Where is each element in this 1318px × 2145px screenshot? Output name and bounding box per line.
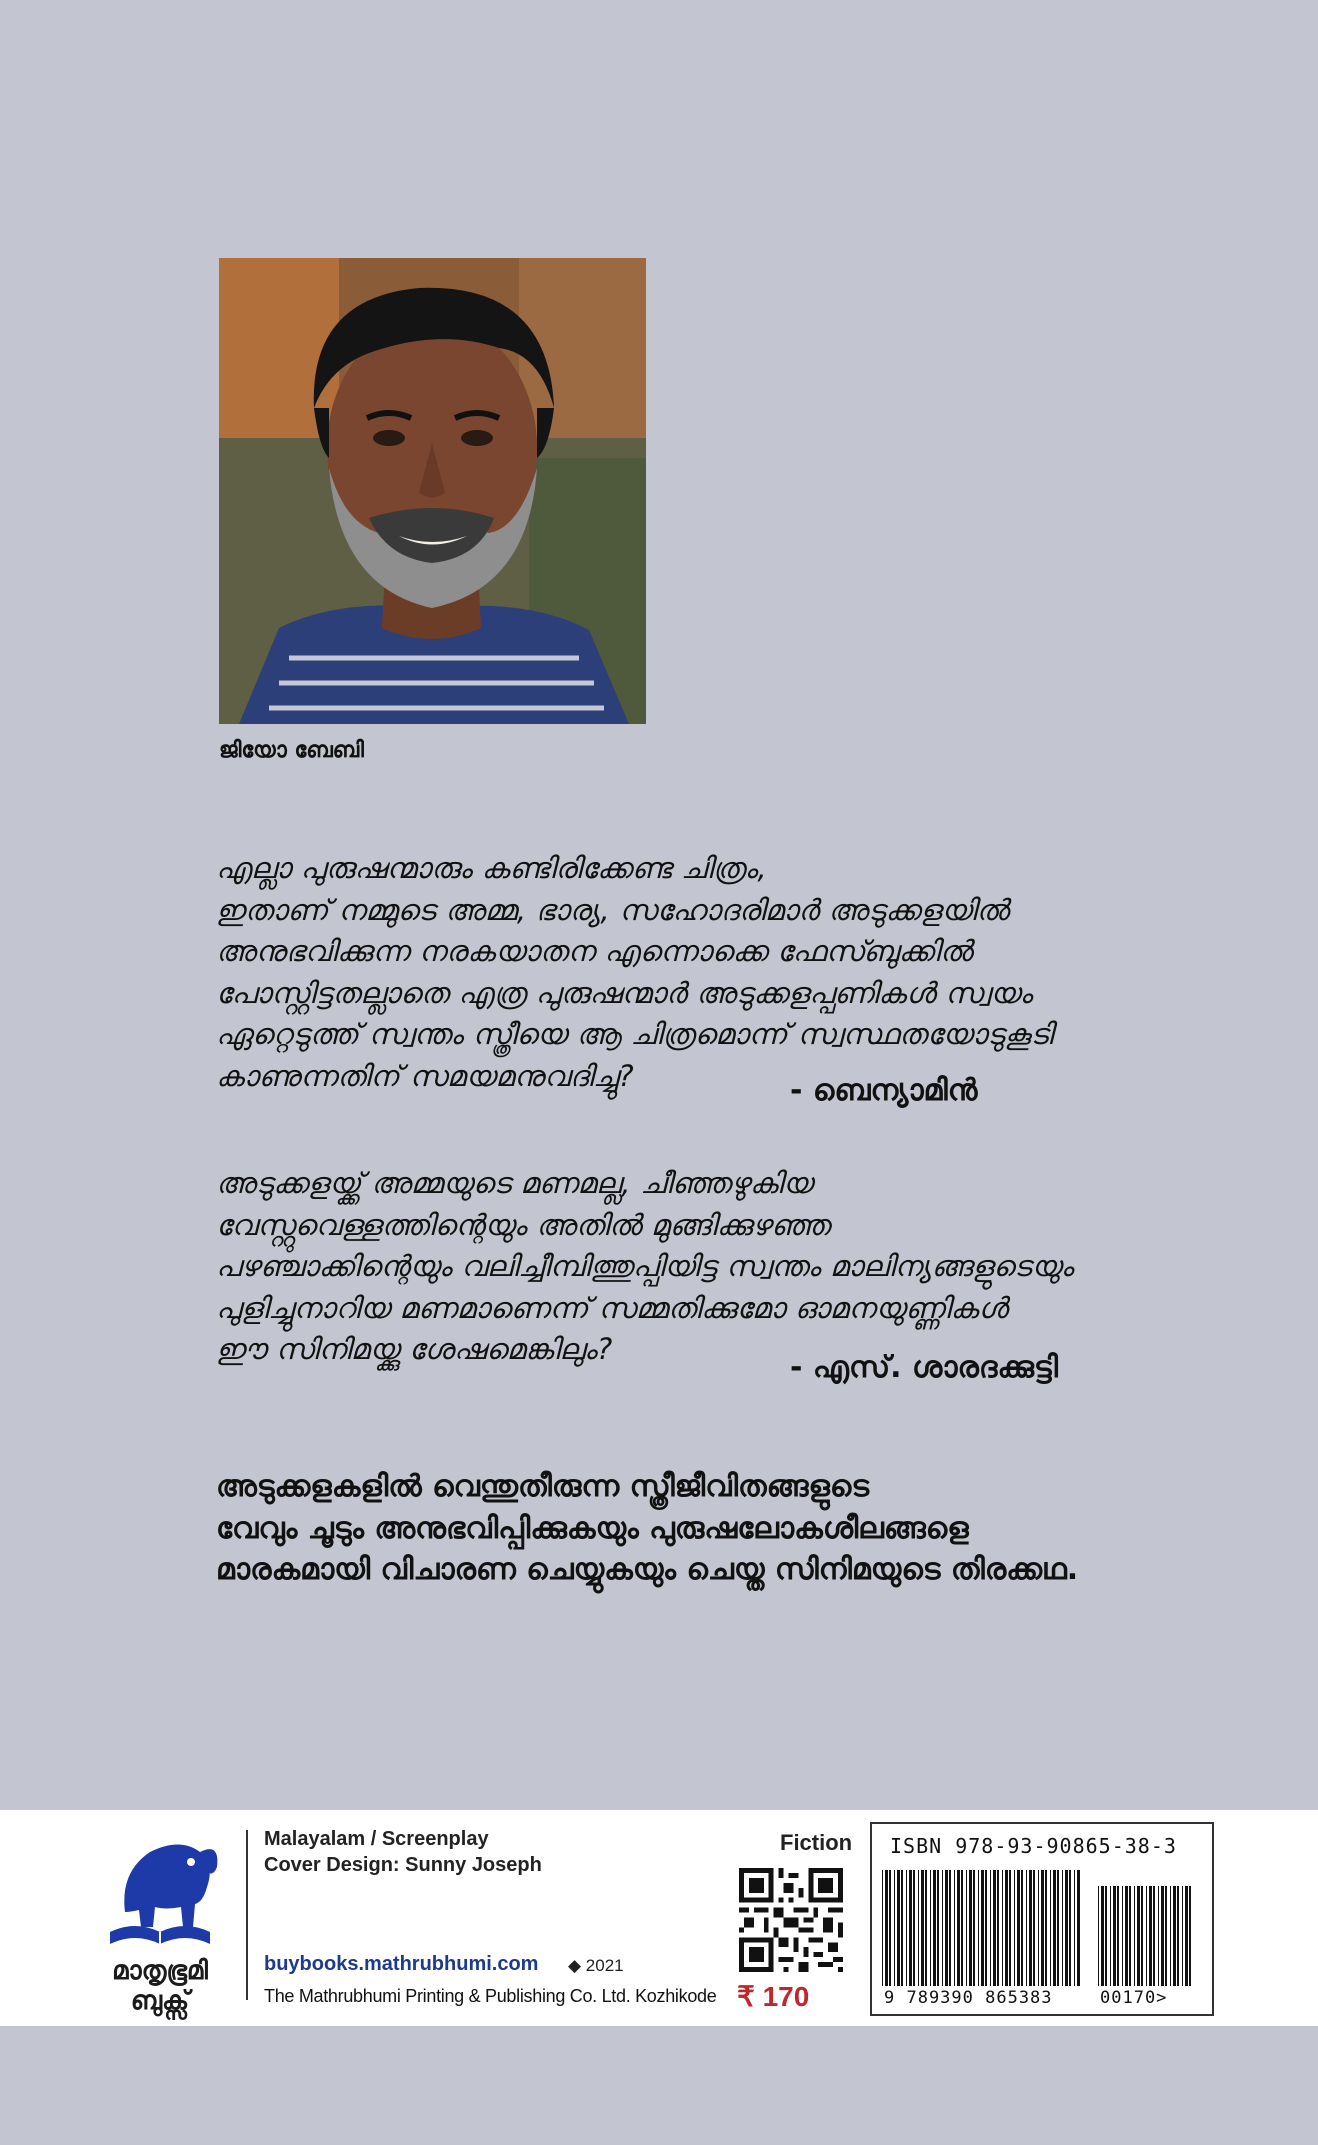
- isbn-barcode: [870, 1822, 1214, 2016]
- summary-line: വേവും ചൂടും അനുഭവിപ്പിക്കുകയും പുരുഷലോകശീലങ്ങളെ: [216, 1510, 969, 1546]
- quote-attribution: - എസ്. ശാരദക്കുട്ടി: [790, 1350, 1059, 1385]
- addon-barcode-icon: [1098, 1886, 1198, 1986]
- qr-code-icon: [739, 1868, 843, 1972]
- quote-benyamin: [216, 848, 1206, 1097]
- quote-line: കാണുന്നതിന് സമയമനുവദിച്ചു?: [216, 1058, 635, 1093]
- publisher-logo-text: ബുക്സ്: [130, 1986, 190, 2016]
- quote-line: ഏറ്റെടുത്ത് സ്വന്തം സ്ത്രീയെ ആ ചിത്രമൊന്ന് സ്വസ്ഥതയോടുകൂടി: [216, 1017, 1053, 1051]
- quote-line: പോസ്റ്റിട്ടതല്ലാതെ എത്ര പുരുഷന്മാർ അടുക്കളപ്പണികൾ സ്വയം: [216, 975, 1033, 1010]
- summary-line: അടുക്കളകളിൽ വെന്തുതീരുന്ന സ്ത്രീജീവിതങ്ങളുടെ: [216, 1469, 870, 1504]
- quote-line: ഇതാണ് നമ്മുടെ അമ്മ, ഭാര്യ, സഹോദരിമാർ അടുക്കളയിൽ: [216, 892, 1010, 927]
- printer-credit: The Mathrubhumi Printing & Publishing Co. Ltd. Kozhikode: [264, 1986, 717, 2006]
- barcode-digits: 9 789390 865383: [884, 1988, 1053, 2008]
- divider: [246, 1830, 248, 2000]
- book-summary: [216, 1466, 1216, 1591]
- publisher-url-link[interactable]: buybooks.mathrubhumi.com: [264, 1953, 539, 1975]
- price-label: ₹ 170: [737, 1981, 810, 2012]
- book-category: Malayalam / Screenplay: [264, 1828, 489, 1850]
- quote-line: വേസ്റ്റുവെള്ളത്തിന്റെയും അതിൽ മുങ്ങിക്കുഴഞ്ഞ: [216, 1207, 831, 1242]
- publisher-footer: [0, 1810, 1318, 2026]
- quote-line: പുളിച്ചുനാറിയ മണമാണെന്ന് സമ്മതിക്കുമോ ഓമനയുണ്ണികൾ: [216, 1290, 1008, 1325]
- quote-line: എല്ലാ പുരുഷന്മാരും കണ്ടിരിക്കേണ്ട ചിത്രം,: [216, 851, 767, 885]
- quote-line: അനുഭവിക്കുന്ന നരകയാതന എന്നൊക്കെ ഫേസ്ബുക്കിൽ: [216, 934, 973, 968]
- quote-attribution: - ബെന്യാമിൻ: [790, 1073, 978, 1108]
- addon-digits: 00170>: [1100, 1988, 1168, 2008]
- cover-design-credit: Cover Design: Sunny Joseph: [264, 1854, 542, 1876]
- elephant-book-icon: [95, 1832, 225, 1952]
- author-portrait-icon: [219, 258, 646, 724]
- summary-line: മാരകമായി വിചാരണ ചെയ്യുകയും ചെയ്ത സിനിമയുടെ തിരക്കഥ.: [216, 1552, 1079, 1587]
- author-caption: ജിയോ ബേബി: [219, 738, 364, 763]
- quote-saradakutty: [216, 1163, 1206, 1371]
- isbn-text: ISBN 978-93-90865-38-3: [890, 1834, 1177, 1858]
- quote-line: അടുക്കളയ്ക്ക് അമ്മയുടെ മണമല്ല, ചീഞ്ഞഴുകിയ: [216, 1166, 813, 1200]
- quote-line: പഴഞ്ചാക്കിന്റെയും വലിച്ചീമ്പിത്തുപ്പിയിട്ട സ്വന്തം മാലിന്യങ്ങളുടെയും: [216, 1249, 1074, 1283]
- genre-label: Fiction: [780, 1830, 853, 1855]
- publisher-logo-text: മാതൃഭൂമി: [112, 1956, 208, 1986]
- quote-line: ഈ സിനിമയ്ക്കു ശേഷമെങ്കിലും?: [216, 1332, 613, 1366]
- barcode-icon: [882, 1870, 1082, 1986]
- author-photo: [219, 258, 646, 724]
- publication-year: ◆ 2021: [568, 1956, 624, 1975]
